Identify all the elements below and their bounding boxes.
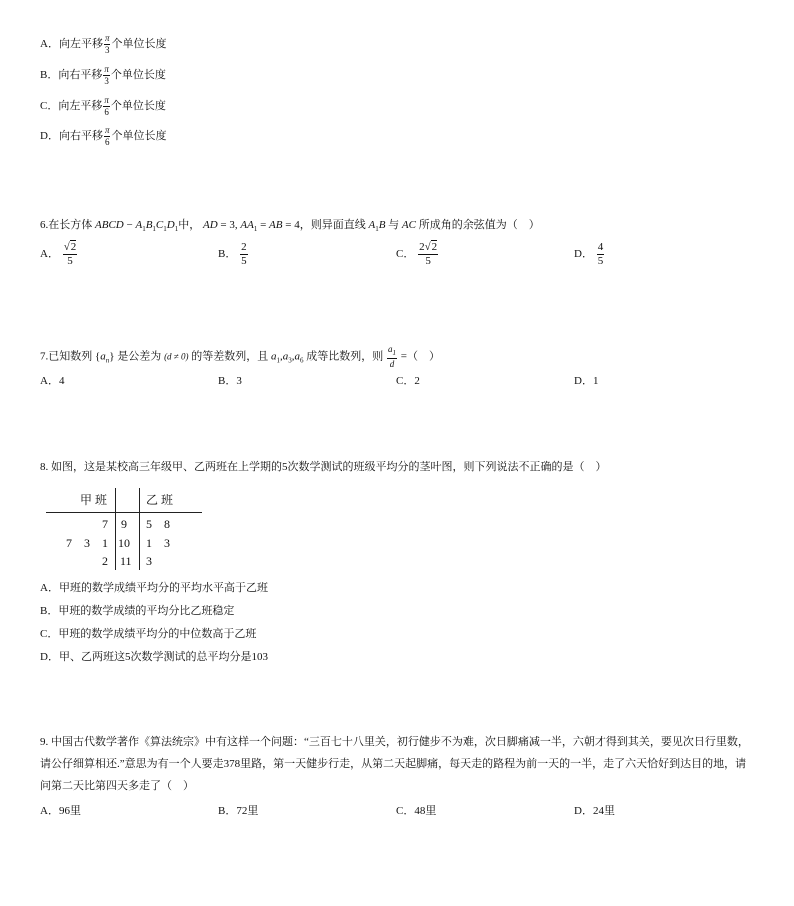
- stem-row2: 10: [118, 536, 130, 550]
- stem-text: 所成角的余弦值为（ ）: [418, 219, 540, 231]
- q6-stem: [40, 218, 540, 236]
- option-letter: B．: [218, 248, 237, 261]
- q6-option-d: [574, 242, 605, 267]
- math-expr: a: [271, 350, 277, 363]
- denominator: 5: [597, 255, 604, 267]
- fraction: [418, 242, 438, 267]
- option-letter: A．: [40, 38, 59, 51]
- math-expr: B: [378, 219, 386, 231]
- stem-text: =（ ）: [400, 350, 440, 363]
- math-expr: B: [145, 219, 153, 231]
- q6-option-b: [218, 242, 249, 267]
- math-expr: AB: [269, 219, 283, 231]
- q8-stem: 8. 如图，这是某校高三年级甲、乙两班在上学期的5次数学测试的班级平均分的茎叶图，则下列说法不正确的是（ ）: [40, 461, 607, 473]
- stem-text: 的等差数列，且: [191, 350, 269, 363]
- q8-option-c: C．甲班的数学成绩平均分的中位数高于乙班: [40, 628, 257, 640]
- option-text: 个单位长度: [111, 130, 167, 143]
- math-expr: AC: [401, 219, 416, 231]
- q7-option-a: A．4: [40, 375, 65, 387]
- header-rule: [46, 512, 202, 513]
- math-op: =: [257, 219, 270, 231]
- numerator: [387, 345, 397, 359]
- stem-text: 在长方体: [48, 219, 93, 231]
- fraction: [103, 65, 110, 86]
- math-expr: AA: [240, 219, 254, 231]
- math-sub: 1: [392, 349, 396, 357]
- numerator: π: [104, 125, 110, 135]
- question-number: 6.: [40, 219, 49, 231]
- math-expr: ABCD: [95, 219, 124, 231]
- numerator: 2√2: [419, 241, 438, 253]
- divider-right: [139, 488, 140, 570]
- q6-option-a: [40, 242, 78, 267]
- math-sub: 1: [152, 225, 156, 233]
- denominator: 5: [67, 255, 73, 267]
- numerator: √2: [63, 241, 77, 253]
- q9-option-a: A．96里: [40, 805, 81, 817]
- q7-stem: 7.已知数列 $\{a_n\}$ 是公差为 (d ≠ 0) 的等差数列，且 $a_1,a_3,a_6$ 成等比数列，则 $\frac{a_1}{d}$ =（ ）: [40, 344, 440, 369]
- q9-option-c: C．48里: [396, 805, 437, 817]
- q8-option-a: A．甲班的数学成绩平均分的平均水平高于乙班: [40, 582, 268, 594]
- stem-text: 成等比数列，则: [306, 350, 384, 363]
- option-letter: A．: [40, 248, 59, 261]
- math-expr: C: [155, 219, 164, 231]
- fraction: [597, 242, 605, 267]
- stem-text: 中，: [178, 219, 201, 231]
- stem-leaf-plot: [46, 488, 202, 570]
- numerator: π: [104, 33, 110, 43]
- math-sub: 1: [253, 225, 258, 233]
- header-left: 甲 班: [80, 493, 108, 507]
- q5-option-a: [40, 34, 166, 55]
- numerator: 2: [241, 241, 247, 253]
- q9-stem: 9. 中国古代数学著作《算法统宗》中有这样一个问题：“三百七十八里关，初行健步不为难，次日脚痛减一半，六朝才得到其关，要见次日行里数，请公仔细算相还.”意思为有一个人要走378里路，第一天健步行走，从第二天起脚痛，每天走的路程为前一天的一半，走了六天恰好到达目的地，请问第二天比第四天多走了（ ）: [40, 736, 749, 792]
- option-letter: C．: [396, 248, 415, 261]
- q9-option-b: B．72里: [218, 805, 259, 817]
- denominator: 3: [104, 45, 110, 55]
- leaf-right-row1: 5 8: [146, 517, 171, 531]
- math-expr: a: [282, 350, 289, 363]
- header-right: 乙 班: [146, 493, 174, 507]
- denominator: 6: [104, 137, 110, 147]
- math-sub: 1: [163, 225, 167, 233]
- denominator: 5: [425, 255, 431, 267]
- math-expr: A: [135, 219, 143, 231]
- q7-option-c: C．2: [396, 375, 420, 387]
- q6-option-c: [396, 242, 439, 267]
- leaf-right-row2: 1 3: [146, 536, 171, 550]
- fraction: [387, 345, 397, 369]
- fraction: [104, 126, 111, 147]
- option-letter: C．: [40, 100, 59, 113]
- q8-option-d: D．甲、乙两班这5次数学测试的总平均分是103: [40, 651, 268, 663]
- stem-row1: 9: [121, 517, 127, 531]
- stem-text: 已知数列: [48, 350, 93, 363]
- option-text: 向右平移: [58, 69, 103, 82]
- option-letter: D．: [40, 130, 59, 143]
- q5-option-d: [40, 126, 166, 147]
- denominator: d: [389, 359, 395, 369]
- stem-text: ，则异面直线: [299, 219, 366, 231]
- stem-row3: 11: [120, 554, 132, 568]
- q7-option-b: B．3: [218, 375, 242, 387]
- coefficient: 2: [419, 241, 425, 253]
- fraction: [63, 242, 78, 267]
- stem-text: 是公差为: [117, 350, 162, 363]
- option-text: 个单位长度: [110, 100, 166, 113]
- math-sub: 1: [142, 225, 146, 233]
- math-sub: 6: [300, 356, 304, 365]
- denominator: 3: [104, 76, 109, 86]
- math-expr: a: [294, 350, 300, 363]
- option-letter: B．: [40, 69, 59, 82]
- denominator: 5: [241, 255, 247, 267]
- q5-option-c: [40, 96, 166, 117]
- q8-option-b: B．甲班的数学成绩的平均分比乙班稳定: [40, 605, 235, 617]
- fraction: [103, 96, 110, 117]
- leaf-left-row1: 7: [102, 517, 108, 531]
- option-text: 个单位长度: [110, 69, 166, 82]
- numerator: π: [104, 64, 109, 74]
- leaf-right-row3: 3: [146, 554, 152, 568]
- q5-option-b: [40, 65, 166, 86]
- divider-left: [115, 488, 116, 570]
- denominator: 6: [104, 107, 109, 117]
- math-expr: D: [166, 219, 175, 231]
- fraction: [240, 242, 248, 267]
- math-expr: a: [100, 350, 106, 363]
- fraction: [104, 34, 111, 55]
- math-op: = 3,: [217, 219, 241, 231]
- math-sub: 1: [375, 225, 379, 233]
- radicand: 2: [70, 241, 77, 253]
- numerator: π: [104, 95, 109, 105]
- q9-option-d: D．24里: [574, 805, 615, 817]
- math-op: = 4: [282, 219, 300, 231]
- option-text: 向右平移: [58, 130, 103, 143]
- leaf-left-row3: 2: [102, 554, 108, 568]
- option-text: 向左平移: [58, 38, 103, 51]
- stem-text: 与: [388, 219, 400, 231]
- leaf-left-row2: 7 3 1: [65, 536, 108, 550]
- option-text: 向左平移: [58, 100, 103, 113]
- math-expr: AD: [202, 219, 218, 231]
- math-expr: (d ≠ 0): [164, 351, 189, 362]
- math-expr: A: [368, 219, 376, 231]
- option-text: 个单位长度: [111, 38, 167, 51]
- math-op: −: [123, 219, 136, 231]
- q7-option-d: D．1: [574, 375, 599, 387]
- math-sub: 1: [276, 356, 280, 365]
- math-sub: 3: [288, 356, 292, 365]
- option-letter: D．: [574, 248, 593, 261]
- math-sub: n: [105, 356, 110, 365]
- numerator: 4: [597, 241, 604, 253]
- radicand: 2: [431, 241, 438, 253]
- question-number: 7.: [40, 350, 49, 363]
- math-sub: 1: [174, 225, 179, 233]
- math-expr: a: [388, 344, 393, 354]
